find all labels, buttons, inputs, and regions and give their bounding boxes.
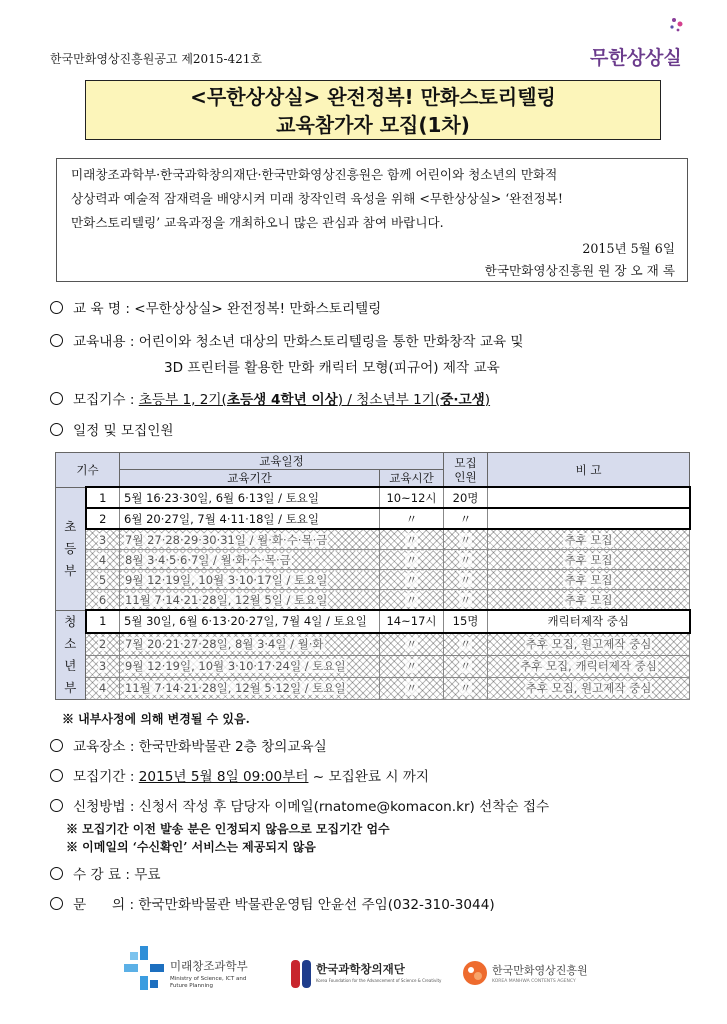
- remark-cell: 추후 모집, 원고제작 중심: [488, 677, 690, 699]
- intro-box: [56, 158, 688, 282]
- note-change: ※ 내부사정에 의해 변경될 수 있음.: [62, 712, 250, 726]
- time-cell: 14~17시: [380, 610, 444, 633]
- item-fee: 수 강 료 : 무료: [50, 865, 161, 885]
- header-time: 교육시간: [380, 470, 444, 488]
- time-cell: 10~12시: [380, 487, 444, 508]
- table-row: [56, 529, 690, 550]
- remark-cell: 추후 모집: [488, 590, 690, 611]
- item-apply: 신청방법 : 신청서 작성 후 담당자 이메일(rnatome@komacon.kr) 선착순 접수: [50, 797, 549, 817]
- term-number-cell: 2: [86, 633, 120, 655]
- intro-line-1: 미래창조과학부·한국과학창의재단·한국만화영상진흥원은 함께 어린이와 청소년의 만화적: [71, 167, 558, 182]
- count-cell: 〃: [444, 550, 488, 570]
- term-number-cell: 3: [86, 655, 120, 677]
- count-cell: 〃: [444, 633, 488, 655]
- count-cell: 〃: [444, 508, 488, 529]
- remark-cell: [488, 487, 690, 508]
- notice-date: 2015년 5월 6일: [582, 241, 675, 256]
- count-cell: 〃: [444, 655, 488, 677]
- remark-cell: [488, 508, 690, 529]
- table-row: [56, 633, 690, 655]
- table-row: [56, 508, 690, 529]
- time-cell: 〃: [380, 529, 444, 550]
- title-line-1: <무한상상실> 완전정복! 만화스토리텔링: [190, 85, 556, 109]
- period-cell: 7월 20·21·27·28일, 8월 3·4일 / 월·화: [120, 633, 380, 655]
- note-receipt: ※ 이메일의 ‘수신확인’ 서비스는 제공되지 않음: [66, 840, 316, 854]
- bullet-circle-icon: [50, 769, 63, 782]
- remark-cell: 추후 모집, 캐릭터제작 중심: [488, 655, 690, 677]
- term-number-cell: 1: [86, 610, 120, 633]
- period-cell: 11월 7·14·21·28일, 12월 5·12일 / 토요일: [120, 677, 380, 699]
- msip-emblem-icon: [122, 944, 166, 1000]
- bullet-circle-icon: [50, 334, 63, 347]
- recruit-detail: 초등부 1, 2기(초등생 4학년 이상) / 청소년부 1기(중·고생): [138, 392, 491, 408]
- period-cell: 6월 20·27일, 7월 4·11·18일 / 토요일: [120, 508, 380, 529]
- remark-cell: 추후 모집: [488, 570, 690, 590]
- bullet-circle-icon: [50, 392, 63, 405]
- item-recruit: 모집기수 : 초등부 1, 2기(초등생 4학년 이상) / 청소년부 1기(중·고생): [50, 390, 490, 410]
- table-row: [56, 677, 690, 699]
- period-cell: 5월 16·23·30일, 6월 6·13일 / 토요일: [120, 487, 380, 508]
- term-number-cell: 1: [86, 487, 120, 508]
- item-place: 교육장소 : 한국만화박물관 2층 창의교육실: [50, 737, 327, 757]
- intro-line-3: 만화스토리텔링’ 교육과정을 개최하오니 많은 관심과 참여 바랍니다.: [71, 215, 444, 230]
- bullet-circle-icon: [50, 799, 63, 812]
- remark-cell: 캐릭터제작 중심: [488, 610, 690, 633]
- count-cell: 20명: [444, 487, 488, 508]
- period-cell: 7월 27·28·29·30·31일 / 월·화·수·목·금: [120, 529, 380, 550]
- time-cell: 〃: [380, 550, 444, 570]
- table-row: [56, 487, 690, 508]
- footer-logos: [0, 940, 727, 1010]
- time-cell: 〃: [380, 655, 444, 677]
- bullet-circle-icon: [50, 301, 63, 314]
- schedule-table: [55, 452, 689, 700]
- item-course-name: 교 육 명 : <무한상상실> 완전정복! 만화스토리텔링: [50, 299, 381, 319]
- item-content: 교육내용 : 어린이와 청소년 대상의 만화스토리텔링을 통한 만화창작 교육 및: [50, 332, 524, 352]
- msip-logo: 미래창조과학부 Ministry of Science, ICT and Future Planning: [122, 944, 282, 1004]
- bullet-circle-icon: [50, 739, 63, 752]
- item-content-line-2: 3D 프린터를 활용한 만화 캐릭터 모형(피규어) 제작 교육: [164, 360, 500, 376]
- komacon-logo: 한국만화영상진흥원 KOREA MANHWA CONTENTS AGENCY: [462, 958, 622, 998]
- term-number-cell: 3: [86, 529, 120, 550]
- term-number-cell: 6: [86, 590, 120, 611]
- period-cell: 8월 3·4·5·6·7일 / 월·화·수·목·금: [120, 550, 380, 570]
- group-label: 청 소 년 부: [56, 610, 86, 699]
- term-number-cell: 5: [86, 570, 120, 590]
- count-cell: 〃: [444, 677, 488, 699]
- period-cell: 5월 30일, 6월 6·13·20·27일, 7월 4일 / 토요일: [120, 610, 380, 633]
- time-cell: 〃: [380, 590, 444, 611]
- header-period: 교육기간: [120, 470, 380, 488]
- group-label: 초 등 부: [56, 487, 86, 610]
- bullet-circle-icon: [50, 897, 63, 910]
- note-before-period: ※ 모집기간 이전 발송 분은 인정되지 않음으로 모집기간 엄수: [66, 822, 390, 836]
- svg-text:무한상상실: 무한상상실: [590, 47, 682, 69]
- time-cell: 〃: [380, 570, 444, 590]
- table-row: [56, 590, 690, 611]
- table-row: [56, 655, 690, 677]
- term-number-cell: 2: [86, 508, 120, 529]
- term-number-cell: 4: [86, 677, 120, 699]
- bullet-circle-icon: [50, 867, 63, 880]
- kofac-emblem-icon: [290, 958, 312, 990]
- count-cell: 〃: [444, 590, 488, 611]
- title-line-2: 교육참가자 모집(1차): [276, 113, 470, 137]
- remark-cell: 추후 모집: [488, 529, 690, 550]
- table-row: [56, 570, 690, 590]
- header-schedule: 교육일정: [120, 453, 444, 470]
- notice-signature: 한국만화영상진흥원 원 장 오 재 록: [484, 263, 675, 278]
- infinite-imagination-logo: [584, 14, 688, 76]
- period-cell: 9월 12·19일, 10월 3·10·17·24일 / 토요일: [120, 655, 380, 677]
- kofac-logo: 한국과학창의재단 Korea Foundation for the Advancement of Science & Creativity: [290, 958, 440, 998]
- table-row: [56, 550, 690, 570]
- period-cell: 11월 7·14·21·28일, 12월 5일 / 토요일: [120, 590, 380, 611]
- count-cell: 〃: [444, 570, 488, 590]
- time-cell: 〃: [380, 633, 444, 655]
- table-row: [56, 610, 690, 633]
- notice-number: 한국만화영상진흥원공고 제2015-421호: [50, 52, 263, 66]
- remark-cell: 추후 모집: [488, 550, 690, 570]
- item-schedule-heading: 일정 및 모집인원: [50, 421, 174, 441]
- count-cell: 〃: [444, 529, 488, 550]
- header-remark: 비 고: [488, 453, 690, 488]
- period-cell: 9월 12·19일, 10월 3·10·17일 / 토요일: [120, 570, 380, 590]
- bullet-circle-icon: [50, 423, 63, 436]
- komacon-emblem-icon: [462, 960, 488, 986]
- title-box: [85, 80, 661, 140]
- item-period: 모집기간 : 2015년 5월 8일 09:00부터 ~ 모집완료 시 까지: [50, 767, 429, 787]
- time-cell: 〃: [380, 508, 444, 529]
- time-cell: 〃: [380, 677, 444, 699]
- header-recruit: 모집 인원: [444, 453, 488, 488]
- header-term: 기수: [56, 453, 120, 488]
- item-contact: 문 의 : 한국만화박물관 박물관운영팀 안윤선 주임(032-310-3044): [50, 895, 495, 915]
- remark-cell: 추후 모집, 원고제작 중심: [488, 633, 690, 655]
- intro-line-2: 상상력과 예술적 잠재력을 배양시켜 미래 창작인력 육성을 위해 <무한상상실> ‘완전정복!: [71, 191, 563, 206]
- count-cell: 15명: [444, 610, 488, 633]
- term-number-cell: 4: [86, 550, 120, 570]
